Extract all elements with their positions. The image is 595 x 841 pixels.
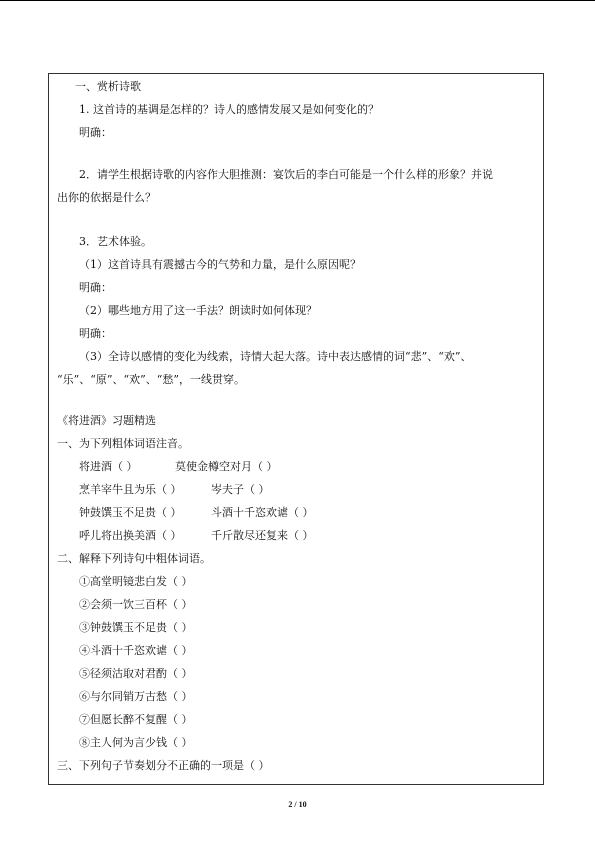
pinyin-item: 烹羊宰牛且为乐（ ） — [79, 483, 182, 496]
header-rule — [0, 0, 595, 1]
pinyin-item: 斗酒十千恣欢谑（ ） — [211, 506, 314, 519]
question-2-line-2: 出你的依据是什么？ — [57, 191, 156, 204]
part-1-heading: 一、为下列粗体词语注音。 — [57, 437, 189, 450]
pinyin-item: 钟鼓馔玉不足贵（ ） — [79, 506, 182, 519]
explain-item: ②会须一饮三百杯（ ） — [79, 598, 193, 611]
question-3-3-line-1: （3）全诗以感情的变化为线索，诗情大起大落。诗中表达感情的词“悲”、“欢”、 — [79, 350, 472, 363]
explain-item: ③钟鼓馔玉不足贵（ ） — [79, 621, 193, 634]
question-3: 3．艺术体验。 — [79, 235, 152, 248]
pinyin-item: 将进酒（ ） — [79, 460, 138, 473]
explain-item: ④斗酒十千恣欢谑（ ） — [79, 644, 193, 657]
explain-item: ⑦但愿长醉不复醒（ ） — [79, 713, 193, 726]
part-3-heading: 三、下列句子节奏划分不正确的一项是（ ） — [57, 759, 270, 772]
question-1: 1. 这首诗的基调是怎样的？诗人的感情发展又是如何变化的？ — [79, 103, 379, 116]
answer-label: 明确： — [79, 281, 112, 294]
pinyin-item: 呼儿将出换美酒（ ） — [79, 529, 182, 542]
part-2-heading: 二、解释下列诗句中粗体词语。 — [57, 552, 211, 565]
explain-item: ⑧主人何为言少钱（ ） — [79, 736, 193, 749]
page-number: 2 / 10 — [288, 800, 307, 809]
question-3-3-line-2: “乐”、“原”、“欢”、“愁”，一线贯穿。 — [57, 373, 245, 386]
explain-item: ①高堂明镜悲白发（ ） — [79, 575, 193, 588]
pinyin-item: 岑夫子（ ） — [211, 483, 270, 496]
question-2-line-1: 2．请学生根据诗歌的内容作大胆推测：宴饮后的李白可能是一个什么样的形象？并说 — [79, 168, 493, 181]
pinyin-item: 千斤散尽还复来（ ） — [211, 529, 314, 542]
question-3-2: （2）哪些地方用了这一手法？朗读时如何体现？ — [79, 304, 317, 317]
section-heading: 一、赏析诗歌 — [75, 80, 141, 93]
answer-label: 明确： — [79, 327, 112, 340]
question-3-1: （1）这首诗具有震撼古今的气势和力量，是什么原因呢？ — [79, 258, 361, 271]
explain-item: ⑥与尔同销万古愁（ ） — [79, 690, 193, 703]
exercises-title: 《将进酒》习题精选 — [57, 414, 156, 427]
answer-label: 明确： — [79, 126, 112, 139]
pinyin-item: 莫使金樽空对月（ ） — [175, 460, 278, 473]
explain-item: ⑤径须沽取对君酌（ ） — [79, 667, 193, 680]
